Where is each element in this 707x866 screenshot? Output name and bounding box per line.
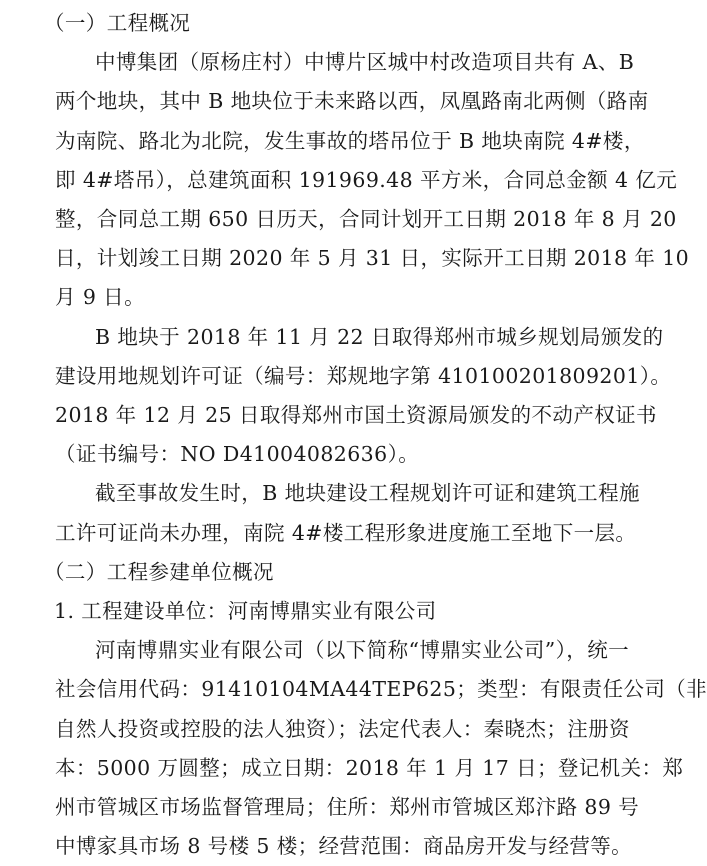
text-line: 工许可证尚未办理，南院 4#楼工程形象进度施工至地下一层。 [55,520,637,545]
text-line: 自然人投资或控股的法人独资）；法定代表人：秦晓杰；注册资 [55,716,630,741]
text-line: 2018 年 12 月 25 日取得郑州市国土资源局颁发的不动产权证书 [55,403,657,428]
text-line: （证书编号：NO D41004082636）。 [55,442,420,467]
text-line: 月 9 日。 [55,285,145,310]
section-heading-project-overview: （一）工程概况 [44,11,191,35]
text-line: 为南院、路北为北院，发生事故的塔吊位于 B 地块南院 4#楼， [55,128,645,153]
text-line: 日，计划竣工日期 2020 年 5 月 31 日，实际开工日期 2018 年 10 [55,246,690,271]
text-line: 中博集团（原杨庄村）中博片区城中村改造项目共有 A、B [95,50,635,75]
text-line: 截至事故发生时，B 地块建设工程规划许可证和建筑工程施 [95,481,640,506]
text-line: 即 4#塔吊），总建筑面积 191969.48 平方米，合同总金额 4 亿元 [55,167,678,192]
text-line: B 地块于 2018 年 11 月 22 日取得郑州市城乡规划局颁发的 [95,324,664,349]
text-line: 两个地块，其中 B 地块位于未来路以西，凤凰路南北两侧（路南 [55,89,649,114]
section-heading-participating-units: （二）工程参建单位概况 [44,559,274,584]
paragraph-project-description [14,43,690,317]
paragraph-construction-status [14,474,640,552]
text-line: 社会信用代码：91410104MA44TEP625；类型：有限责任公司（非 [55,677,707,702]
subheading-construction-unit: 1. 工程建设单位：河南博鼎实业有限公司 [54,599,437,624]
text-line: 整，合同总工期 650 日历天，合同计划开工日期 2018 年 8 月 20 [55,207,677,232]
text-line: 本：5000 万圆整；成立日期：2018 年 1 月 17 日；登记机关：郑 [55,755,684,780]
text-line: 中博家具市场 8 号楼 5 楼；经营范围：商品房开发与经营等。 [55,834,633,859]
paragraph-company-info [14,631,707,866]
paragraph-permits [14,318,672,475]
text-line: 建设用地规划许可证（编号：郑规地字第 410100201809201）。 [55,363,672,388]
text-line: 河南博鼎实业有限公司（以下简称“博鼎实业公司”），统一 [95,638,630,663]
text-line: 州市管城区市场监督管理局；住所：郑州市管城区郑汴路 89 号 [55,795,640,820]
